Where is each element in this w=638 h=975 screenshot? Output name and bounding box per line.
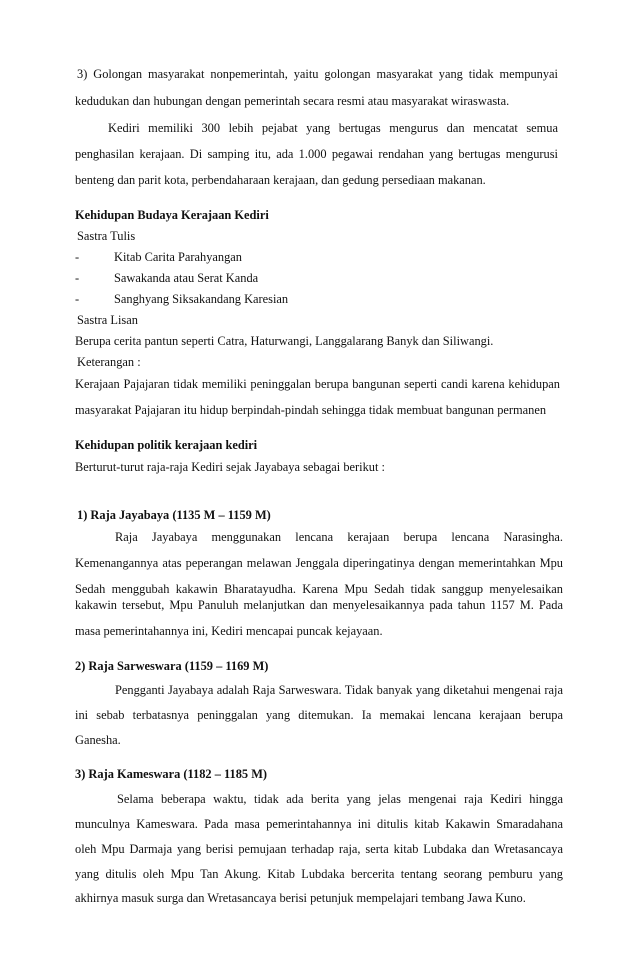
- paragraph-line: Kemenangannya atas peperangan melawan Jenggala diperingatinya dengan memerintahkan Mpu: [75, 556, 563, 570]
- paragraph-line: Selama beberapa waktu, tidak ada berita yang jelas mengenai raja Kediri hingga: [117, 792, 563, 806]
- list-item-text: Sawakanda atau Serat Kanda: [114, 271, 259, 285]
- section-heading: Kehidupan Budaya Kerajaan Kediri: [75, 208, 269, 222]
- paragraph-line: 3) Golongan masyarakat nonpemerintah, yaitu golongan masyarakat yang tidak mempunyai: [77, 67, 558, 81]
- paragraph-line: kedudukan dan hubungan dengan pemerintah secara resmi atau masyarakat wiraswasta.: [75, 94, 510, 108]
- section-heading: 1) Raja Jayabaya (1135 M – 1159 M): [77, 508, 271, 522]
- paragraph-line: Berturut-turut raja-raja Kediri sejak Jayabaya sebagai berikut :: [75, 460, 385, 474]
- subheading: Keterangan :: [77, 355, 141, 369]
- paragraph-line: yang ditulis oleh Mpu Tan Akung. Kitab Lubdaka bercerita tentang seorang pemburu yang: [75, 867, 563, 881]
- paragraph-line: Kerajaan Pajajaran tidak memiliki peninggalan berupa bangunan seperti candi karena kehidupan: [75, 377, 560, 391]
- paragraph-line: Sedah menggubah kakawin Bharatayudha. Karena Mpu Sedah tidak sanggup menyelesaikan: [75, 582, 563, 596]
- list-bullet: -: [75, 250, 80, 264]
- section-heading: 2) Raja Sarweswara (1159 – 1169 M): [75, 659, 269, 673]
- paragraph-line: Ganesha.: [75, 733, 121, 747]
- paragraph-line: masyarakat Pajajaran itu hidup berpindah-pindah sehingga tidak membuat bangunan permanen: [75, 403, 547, 417]
- paragraph-line: oleh Mpu Darmaja yang berisi pemujaan terhadap raja, serta kitab Lubdaka dan Wretasancaya: [75, 842, 563, 856]
- list-bullet: -: [75, 271, 80, 285]
- list-item-text: Kitab Carita Parahyangan: [114, 250, 242, 264]
- paragraph-line: Berupa cerita pantun seperti Catra, Haturwangi, Langgalarang Banyk dan Siliwangi.: [75, 334, 494, 348]
- list-item-text: Sanghyang Siksakandang Karesian: [114, 292, 289, 306]
- paragraph-line: Kediri memiliki 300 lebih pejabat yang bertugas mengurus dan mencatat semua: [108, 121, 558, 135]
- section-heading: Kehidupan politik kerajaan kediri: [75, 438, 258, 452]
- paragraph-line: akhirnya masuk surga dan Wretasancaya berisi petunjuk mempelajari tembang Jawa Kuno.: [75, 891, 526, 905]
- section-heading: 3) Raja Kameswara (1182 – 1185 M): [75, 767, 268, 781]
- paragraph-line: Pengganti Jayabaya adalah Raja Sarweswara. Tidak banyak yang diketahui mengenai raja: [115, 683, 563, 697]
- paragraph-line: Raja Jayabaya menggunakan lencana kerajaan berupa lencana Narasingha.: [115, 530, 563, 544]
- paragraph-line: penghasilan kerajaan. Di samping itu, ada 1.000 pegawai rendahan yang bertugas mengurusi: [75, 147, 558, 161]
- paragraph-line: ini sebab terbatasnya peninggalan yang ditemukan. Ia memakai lencana kerajaan berupa: [75, 708, 563, 722]
- subheading: Sastra Lisan: [77, 313, 138, 327]
- paragraph-line: benteng dan parit kota, perbendaharaan kerajaan, dan gedung persediaan makanan.: [75, 173, 486, 187]
- subheading: Sastra Tulis: [77, 229, 136, 243]
- paragraph-line: masa pemerintahannya ini, Kediri mencapai puncak kejayaan.: [75, 624, 383, 638]
- list-bullet: -: [75, 292, 80, 306]
- paragraph-line: munculnya Kameswara. Pada masa pemerintahannya ini ditulis kitab Kakawin Smaradahana: [75, 817, 563, 831]
- paragraph-line: kakawin tersebut, Mpu Panuluh melanjutkan dan menyelesaikannya pada tahun 1157 M. Pada: [75, 598, 563, 612]
